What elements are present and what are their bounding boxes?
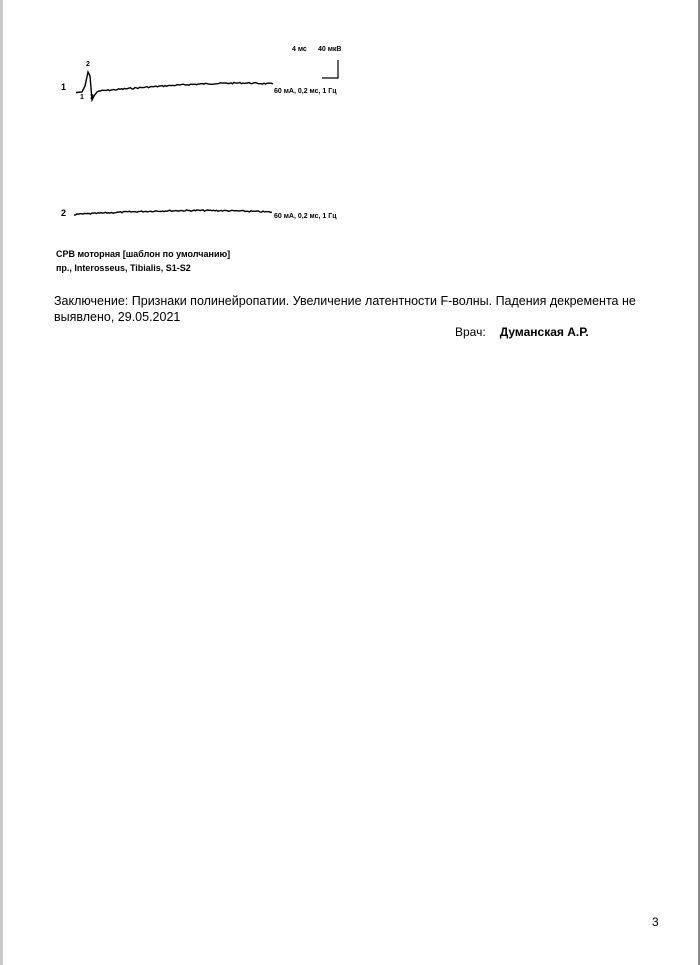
trace-2-stim-params: 60 мА, 0,2 мс, 1 Гц	[274, 213, 337, 220]
time-scale-label: 4 мс	[292, 46, 307, 53]
test-subtitle: пр., Interosseus, Tibialis, S1-S2	[56, 263, 191, 273]
doctor-name: Думанская А.Р.	[499, 325, 589, 339]
emg-traces	[0, 0, 700, 260]
trace-1-marker-1: 1	[80, 94, 84, 101]
doctor-signature	[455, 325, 589, 339]
trace-1-waveform	[76, 72, 273, 100]
page-number: 3	[652, 915, 659, 929]
trace-1-marker-2: 2	[86, 61, 90, 68]
scale-bar	[322, 60, 338, 78]
trace-1-marker-3: 3	[90, 94, 94, 101]
trace-2-waveform	[74, 210, 272, 215]
test-title: СРВ моторная [шаблон по умолчанию]	[56, 249, 231, 259]
trace-1-number: 1	[61, 82, 67, 92]
amplitude-scale-label: 40 мкВ	[318, 46, 342, 53]
trace-2-number: 2	[61, 208, 67, 218]
trace-1-stim-params: 60 мА, 0,2 мс, 1 Гц	[274, 88, 337, 95]
doctor-label: Врач:	[455, 325, 486, 339]
conclusion-text: Заключение: Признаки полинейропатии. Увеличение латентности F-волны. Падения декремента не выявлено, 29.05.2021	[54, 294, 636, 324]
